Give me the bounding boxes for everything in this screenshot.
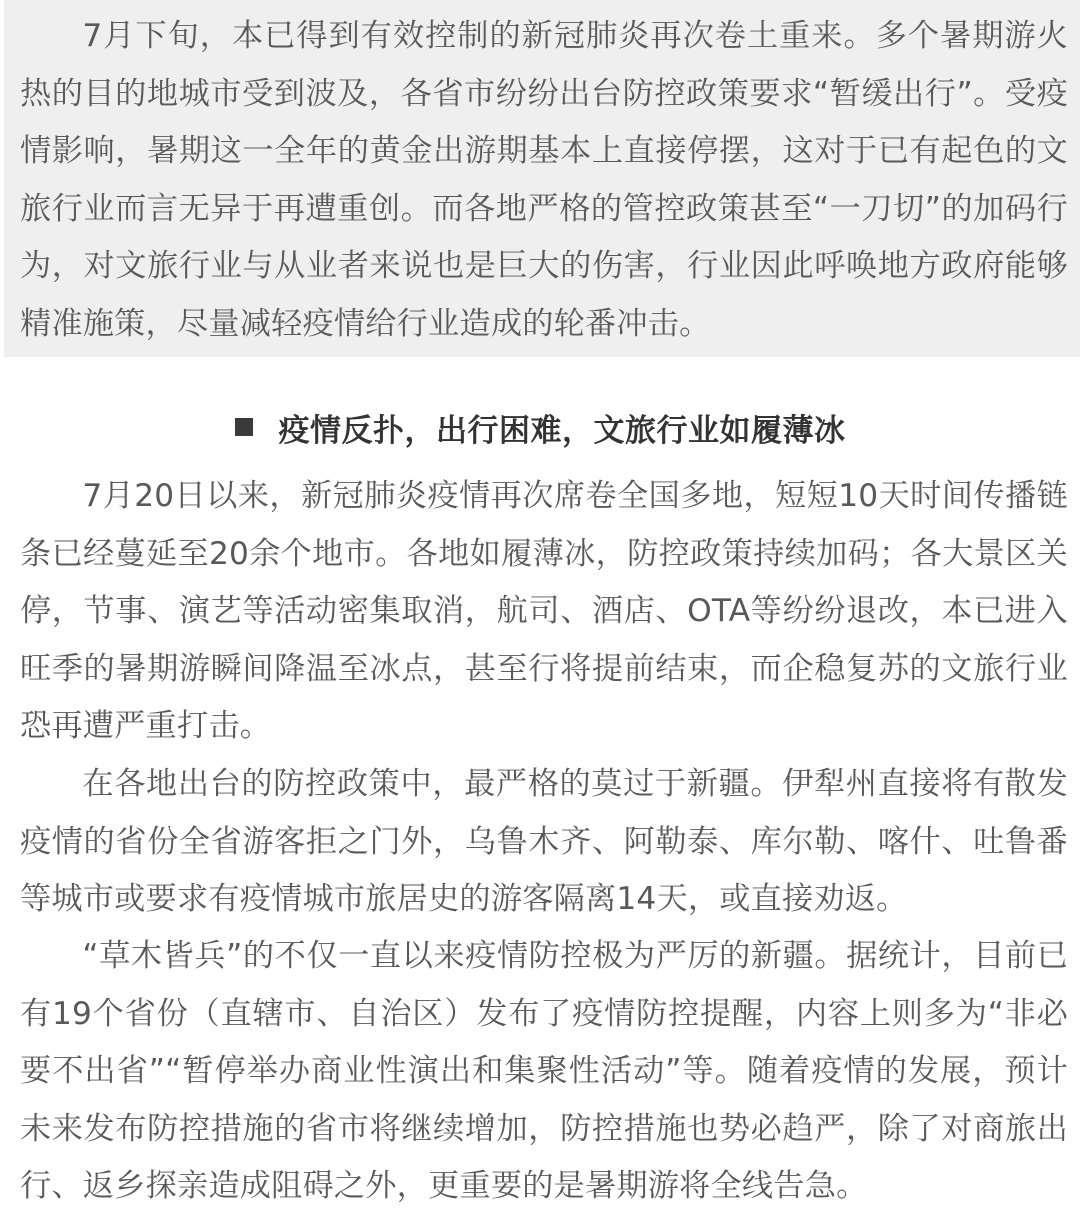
body-paragraph: 在各地出台的防控政策中，最严格的莫过于新疆。伊犁州直接将有散发疫情的省份全省游客拒之门外，乌鲁木齐、阿勒泰、库尔勒、喀什、吐鲁番等城市或要求有疫情城市旅居史的游客隔离14天，或直接劝返。 [20,766,1068,917]
intro-paragraph: 7月下旬，本已得到有效控制的新冠肺炎再次卷土重来。多个暑期游火热的目的地城市受到波及，各省市纷纷出台防控政策要求“暂缓出行”。受疫情影响，暑期这一全年的黄金出游期基本上直接停摆，这对于已有起色的文旅行业而言无异于再遭重创。而各地严格的管控政策甚至“一刀切”的加码行为，对文旅行业与从业者来说也是巨大的伤害，行业因此呼唤地方政府能够精准施策，尽量减轻疫情给行业造成的轮番冲击。 [20,18,1068,342]
black-square-icon [235,418,253,436]
body-paragraph: 7月20日以来，新冠肺炎疫情再次席卷全国多地，短短10天时间传播链条已经蔓延至20余个地市。各地如履薄冰，防控政策持续加码；各大景区关停，节事、演艺等活动密集取消，航司、酒店、OTA等纷纷退改，本已进入旺季的暑期游瞬间降温至冰点，甚至行将提前结束，而企稳复苏的文旅行业恐再遭严重打击。 [20,478,1068,744]
section-heading [0,400,1080,454]
section-heading-text: 疫情反扑，出行困难，文旅行业如履薄冰 [278,412,846,449]
body-paragraph: “草木皆兵”的不仅一直以来疫情防控极为严厉的新疆。据统计，目前已有19个省份（直辖市、自治区）发布了疫情防控提醒，内容上则多为“非必要不出省”“暂停举办商业性演出和集聚性活动”等。随着疫情的发展，预计未来发布防控措施的省市将继续增加，防控措施也势必趋严，除了对商旅出行、返乡探亲造成阻碍之外，更重要的是暑期游将全线告急。 [20,938,1068,1204]
